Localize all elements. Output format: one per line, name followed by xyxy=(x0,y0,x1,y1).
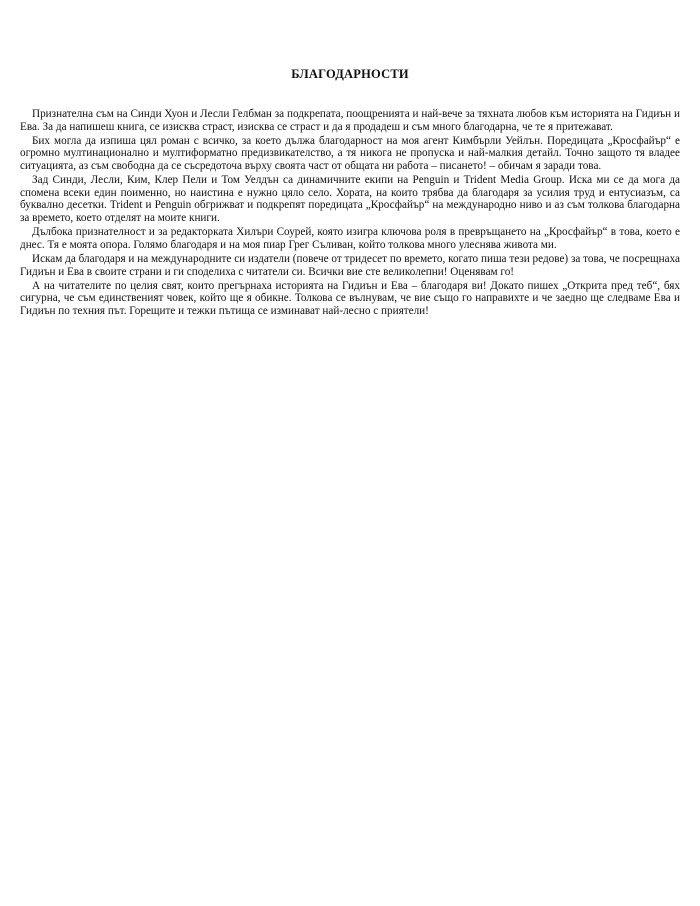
paragraph: Зад Синди, Лесли, Ким, Клер Пели и Том Уелдън са динамичните екипи на Penguin и Trident Media Group. Иска ми се да мога да спомена всеки един поименно, но наистина е нужно цяло село. Хората, на които трябва да благодаря за усилия труд и ентусиазъм, са буквално десетки. Trident и Penguin обгрижват и подкрепят поредицата „Кросфайър“ на международно ниво и аз съм толкова благодарна за времето, което отделят на моите книги. xyxy=(20,174,680,224)
page-title: БЛАГОДАРНОСТИ xyxy=(291,67,409,81)
paragraph: Дълбока признателност и за редакторката Хилъри Соурей, която изигра ключова роля в превръщането на „Кросфайър“ в това, което е днес. Тя е моята опора. Голямо благодаря и на моя пиар Грег Съливан, който толкова много улеснява живота ми. xyxy=(20,226,680,251)
acknowledgements-body xyxy=(20,108,680,319)
paragraph: Признателна съм на Синди Хуон и Лесли Гелбман за подкрепата, поощренията и най-вече за тяхната любов към историята на Гидиън и Ева. За да напишеш книга, се изисква страст, изисква се страст и да я продадеш и съм много благодарна, че те я притежават. xyxy=(20,108,680,133)
paragraph: Искам да благодаря и на международните си издатели (повече от тридесет по времето, когато пиша тези редове) за това, че посрещнаха Гидиън и Ева в своите страни и ги споделиха с читатели си. Всички вие сте великолепни! Оценявам го! xyxy=(20,252,680,278)
paragraph: А на читателите по целия свят, които прегърнаха историята на Гидиън и Ева – благодаря ви! Докато пишех „Открита пред теб“, бях сигурна, че съм единственият човек, който ще я обикне. Толкова се вълнувам, че вие също го направихте и че заедно ще следваме Ева и Гидиън по техния път. Горещите и тежки пътища се изминават най-лесно с приятели! xyxy=(20,279,680,317)
paragraph: Бих могла да изпиша цял роман с всичко, за което дължа благодарност на моя агент Кимбърли Уейлън. Поредицата „Кросфайър“ е огромно мултинационално и мултиформатно предизвикателство, а тя никога не пропуска и най-малкия детайл. Точно защото тя владее ситуацията, аз съм свободна да се съсредоточа върху своята част от общата ни работа – писането! – обичам я заради това. xyxy=(20,134,680,172)
